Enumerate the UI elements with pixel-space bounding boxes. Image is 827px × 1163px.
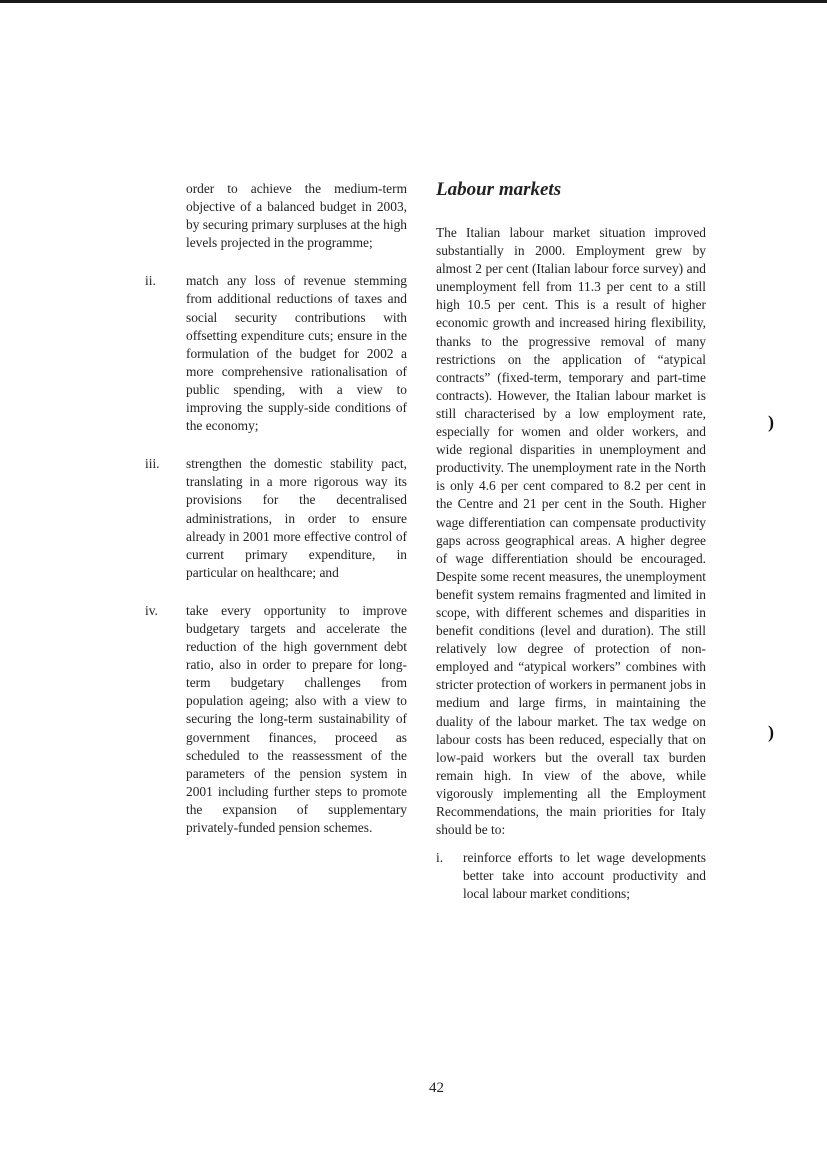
page-number: 42	[429, 1080, 444, 1096]
list-item-number: i.	[436, 850, 444, 866]
list-item-text: match any loss of revenue stemming from additional reductions of taxes and social security contributions with offsetting expenditure cuts; ensure in the formulation of the budget for 2002 a more comprehensive rationalisation of public spending, with a view to improving the supply-side conditions of the economy;	[186, 273, 407, 434]
list-item-text: strengthen the domestic stability pact, translating in a more rigorous way its provisions for the decentralised administrations, in order to ensure already in 2001 more effective control of current primary expenditure, in particular on healthcare; and	[186, 456, 407, 580]
list-item-text: reinforce efforts to let wage developments better take into account productivity and local labour market conditions;	[463, 850, 706, 902]
list-item-iv	[145, 602, 407, 837]
list-item-text: order to achieve the medium-term objective of a balanced budget in 2003, by securing primary surpluses at the high levels projected in the programme;	[186, 181, 407, 251]
right-column	[436, 180, 706, 903]
list-item-text: take every opportunity to improve budgetary targets and accelerate the reduction of the high government debt ratio, also in order to prepare for long-term budgetary challenges from population ageing; also with a view to securing the long-term sustainability of government finances, proceed as scheduled to the reassessment of the parameters of the pension system in 2001 including further steps to promote the expansion of supplementary privately-funded pension schemes.	[186, 602, 407, 835]
list-item-number: ii.	[145, 273, 156, 289]
list-item-i	[436, 849, 706, 903]
list-item-number: iii.	[145, 456, 160, 472]
list-item-ii	[145, 272, 407, 435]
body-paragraph: The Italian labour market situation improved substantially in 2000. Employment grew by almost 2 per cent (Italian labour force survey) and unemployment fell from 11.3 per cent to a still high 10.5 per cent. This is a result of higher economic growth and increased hiring flexibility, thanks to the progressive removal of many restrictions on the application of “atypical contracts” (fixed-term, temporary and part-time contracts). However, the Italian labour market is still characterised by a low employment rate, especially for women and older workers, and wide regional disparities in unemployment and productivity. The unemployment rate in the North is only 4.6 per cent compared to 8.2 per cent in the Centre and 21 per cent in the South. Higher wage differentiation can compensate productivity gaps across geographical areas. A higher degree of wage differentiation should be encouraged. Despite some recent measures, the unemployment benefit system remains fragmented and limited in scope, with different schemes and disparities in benefit conditions (level and duration). The still relatively low degree of protection of non-employed and “atypical workers” combines with stricter protection of workers in permanent jobs in medium and large firms, in maintaining the duality of the labour market. The tax wedge on labour costs has been reduced, especially that on low-paid workers but the overall tax burden remain high. In view of the above, while vigorously implementing all the Employment Recommendations, the main priorities for Italy should be to:	[436, 225, 706, 838]
binding-mark: )	[768, 722, 774, 742]
list-item-iii	[145, 455, 407, 582]
binding-mark: )	[768, 412, 774, 432]
left-column	[145, 180, 407, 857]
top-rule	[0, 0, 827, 3]
list-item-continuation	[145, 180, 407, 252]
list-item-number: iv.	[145, 602, 158, 618]
section-heading: Labour markets	[436, 179, 562, 200]
